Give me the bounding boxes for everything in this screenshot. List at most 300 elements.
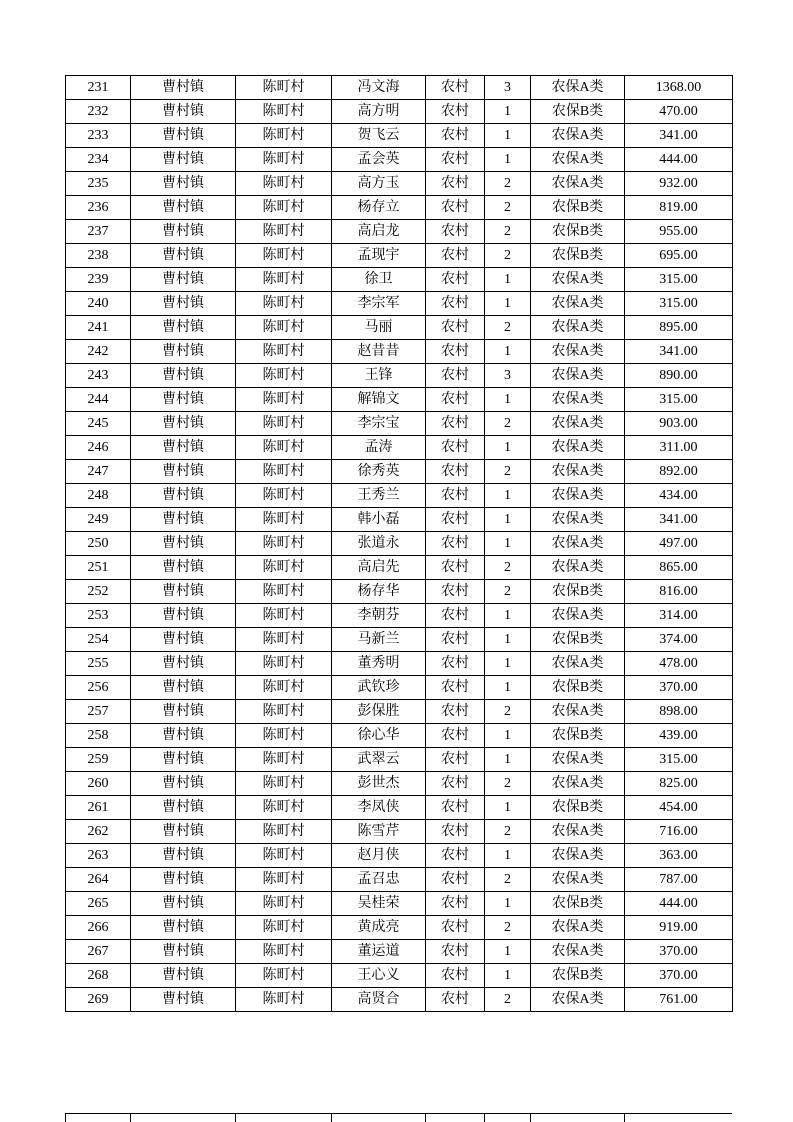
- cell-town: 曹村镇: [131, 340, 236, 364]
- cell-town: 曹村镇: [131, 892, 236, 916]
- cell-village: 陈町村: [236, 148, 332, 172]
- cell-count: 1: [485, 100, 531, 124]
- table-row: [66, 220, 733, 244]
- cell-count: 2: [485, 196, 531, 220]
- cell-seq: 249: [66, 508, 131, 532]
- cell-type: 农村: [426, 628, 485, 652]
- cell-seq: 240: [66, 292, 131, 316]
- cell-amount: 439.00: [625, 724, 733, 748]
- cell-type: 农村: [426, 436, 485, 460]
- cell-amount: 932.00: [625, 172, 733, 196]
- cell-village: 陈町村: [236, 196, 332, 220]
- cell-seq: 232: [66, 100, 131, 124]
- cell-village: 陈町村: [236, 172, 332, 196]
- cell-town: 曹村镇: [131, 868, 236, 892]
- cell-category: 农保A类: [531, 484, 625, 508]
- cell-amount: 761.00: [625, 988, 733, 1012]
- cell-seq: 231: [66, 76, 131, 100]
- cell-count: 2: [485, 868, 531, 892]
- cell-category: 农保A类: [531, 604, 625, 628]
- table-row: [66, 460, 733, 484]
- cell-type: 农村: [426, 748, 485, 772]
- cell-count: 1: [485, 796, 531, 820]
- cell-town: 曹村镇: [131, 268, 236, 292]
- cell-category: 农保A类: [531, 940, 625, 964]
- cell-count: 2: [485, 220, 531, 244]
- cell-amount: 955.00: [625, 220, 733, 244]
- cell-village: 陈町村: [236, 364, 332, 388]
- cell-name: 董运道: [332, 940, 426, 964]
- cell-seq: 241: [66, 316, 131, 340]
- cell-seq: 237: [66, 220, 131, 244]
- cell-village: 陈町村: [236, 748, 332, 772]
- cell-name: 马丽: [332, 316, 426, 340]
- table-row: [66, 940, 733, 964]
- cell-town: 曹村镇: [131, 700, 236, 724]
- cell-seq: 246: [66, 436, 131, 460]
- cell-town: 曹村镇: [131, 916, 236, 940]
- cell-amount: 434.00: [625, 484, 733, 508]
- cell-amount: 315.00: [625, 388, 733, 412]
- cell-amount: 315.00: [625, 268, 733, 292]
- cell-name: 高方玉: [332, 172, 426, 196]
- cell-town: 曹村镇: [131, 484, 236, 508]
- table-row: [66, 268, 733, 292]
- cell-count: 1: [485, 652, 531, 676]
- cell-name: 李宗宝: [332, 412, 426, 436]
- cell-village: 陈町村: [236, 76, 332, 100]
- cell-seq: 244: [66, 388, 131, 412]
- cell-town: 曹村镇: [131, 76, 236, 100]
- cell-amount: 363.00: [625, 844, 733, 868]
- cell-name: 董秀明: [332, 652, 426, 676]
- cell-category: 农保A类: [531, 268, 625, 292]
- cell-count: 2: [485, 988, 531, 1012]
- cell-category: 农保B类: [531, 196, 625, 220]
- cell-town: 曹村镇: [131, 436, 236, 460]
- cell-count: 1: [485, 532, 531, 556]
- cell-seq: 250: [66, 532, 131, 556]
- cell-category: 农保A类: [531, 652, 625, 676]
- table-row: [66, 700, 733, 724]
- cell-amount: 315.00: [625, 748, 733, 772]
- cell-village: 陈町村: [236, 988, 332, 1012]
- table-container: [65, 75, 732, 1012]
- cell-town: [131, 1114, 236, 1122]
- cell-type: 农村: [426, 916, 485, 940]
- cell-name: 高贤合: [332, 988, 426, 1012]
- cell-amount: 890.00: [625, 364, 733, 388]
- cell-village: 陈町村: [236, 220, 332, 244]
- cell-seq: 258: [66, 724, 131, 748]
- cell-type: 农村: [426, 844, 485, 868]
- cell-name: 徐卫: [332, 268, 426, 292]
- cell-seq: [66, 1114, 131, 1122]
- cell-seq: 252: [66, 580, 131, 604]
- cell-town: 曹村镇: [131, 100, 236, 124]
- cell-type: 农村: [426, 988, 485, 1012]
- cell-seq: 235: [66, 172, 131, 196]
- table-row: [66, 772, 733, 796]
- cell-count: 1: [485, 940, 531, 964]
- cell-type: 农村: [426, 292, 485, 316]
- cell-amount: 892.00: [625, 460, 733, 484]
- table-row: [66, 484, 733, 508]
- cell-type: 农村: [426, 388, 485, 412]
- cell-count: 1: [485, 508, 531, 532]
- cell-count: 1: [485, 724, 531, 748]
- cell-count: 1: [485, 676, 531, 700]
- cell-category: 农保A类: [531, 556, 625, 580]
- cell-village: 陈町村: [236, 484, 332, 508]
- cell-category: 农保B类: [531, 628, 625, 652]
- cell-seq: 260: [66, 772, 131, 796]
- cell-town: 曹村镇: [131, 580, 236, 604]
- cell-seq: 242: [66, 340, 131, 364]
- cell-type: 农村: [426, 772, 485, 796]
- cell-count: 1: [485, 340, 531, 364]
- cell-name: 陈雪芹: [332, 820, 426, 844]
- cell-type: 农村: [426, 892, 485, 916]
- cell-seq: 268: [66, 964, 131, 988]
- cell-village: 陈町村: [236, 916, 332, 940]
- cell-count: 2: [485, 460, 531, 484]
- cell-type: 农村: [426, 508, 485, 532]
- cell-count: [485, 1114, 531, 1122]
- cell-name: 孟现宇: [332, 244, 426, 268]
- cell-village: 陈町村: [236, 508, 332, 532]
- cell-category: 农保A类: [531, 700, 625, 724]
- cell-seq: 264: [66, 868, 131, 892]
- cell-category: 农保A类: [531, 436, 625, 460]
- table-row: [66, 724, 733, 748]
- cell-town: 曹村镇: [131, 628, 236, 652]
- cell-type: 农村: [426, 700, 485, 724]
- cell-name: 王心义: [332, 964, 426, 988]
- cell-village: 陈町村: [236, 532, 332, 556]
- cell-amount: 341.00: [625, 508, 733, 532]
- cell-amount: 497.00: [625, 532, 733, 556]
- table-row: [66, 148, 733, 172]
- cell-town: 曹村镇: [131, 724, 236, 748]
- cell-category: 农保B类: [531, 676, 625, 700]
- cell-village: 陈町村: [236, 964, 332, 988]
- cell-amount: 898.00: [625, 700, 733, 724]
- cell-amount: 341.00: [625, 340, 733, 364]
- cell-town: 曹村镇: [131, 316, 236, 340]
- cell-village: 陈町村: [236, 724, 332, 748]
- cell-category: 农保A类: [531, 316, 625, 340]
- cell-type: 农村: [426, 580, 485, 604]
- table-row: [66, 652, 733, 676]
- cell-type: 农村: [426, 868, 485, 892]
- cell-category: 农保B类: [531, 964, 625, 988]
- cell-category: 农保A类: [531, 292, 625, 316]
- cell-category: 农保A类: [531, 844, 625, 868]
- table-row: [66, 580, 733, 604]
- cell-count: 3: [485, 364, 531, 388]
- cell-town: 曹村镇: [131, 148, 236, 172]
- cell-seq: 245: [66, 412, 131, 436]
- cell-category: [531, 1114, 625, 1122]
- cell-name: 高启龙: [332, 220, 426, 244]
- cell-amount: 341.00: [625, 124, 733, 148]
- cell-category: 农保A类: [531, 532, 625, 556]
- cell-category: 农保A类: [531, 388, 625, 412]
- cell-seq: 248: [66, 484, 131, 508]
- table-row: [66, 532, 733, 556]
- cell-seq: 238: [66, 244, 131, 268]
- cell-type: 农村: [426, 76, 485, 100]
- table-row: [66, 100, 733, 124]
- table-row: [66, 316, 733, 340]
- cell-type: 农村: [426, 652, 485, 676]
- cell-amount: 370.00: [625, 964, 733, 988]
- table-row: [66, 628, 733, 652]
- cell-name: 赵月侠: [332, 844, 426, 868]
- cell-seq: 251: [66, 556, 131, 580]
- cell-amount: 374.00: [625, 628, 733, 652]
- table-row: [66, 172, 733, 196]
- cell-name: 高启先: [332, 556, 426, 580]
- cell-type: 农村: [426, 340, 485, 364]
- cell-count: 2: [485, 580, 531, 604]
- partial-next-row-grid: [65, 1113, 732, 1122]
- cell-type: 农村: [426, 460, 485, 484]
- cell-category: 农保A类: [531, 76, 625, 100]
- cell-town: 曹村镇: [131, 652, 236, 676]
- cell-type: 农村: [426, 724, 485, 748]
- table-row: [66, 388, 733, 412]
- cell-town: 曹村镇: [131, 172, 236, 196]
- cell-count: 2: [485, 916, 531, 940]
- cell-count: 2: [485, 820, 531, 844]
- cell-type: 农村: [426, 940, 485, 964]
- table-row: [66, 124, 733, 148]
- cell-seq: 255: [66, 652, 131, 676]
- cell-category: 农保A类: [531, 748, 625, 772]
- cell-category: 农保B类: [531, 724, 625, 748]
- cell-village: 陈町村: [236, 940, 332, 964]
- cell-type: 农村: [426, 676, 485, 700]
- cell-amount: 903.00: [625, 412, 733, 436]
- cell-type: 农村: [426, 148, 485, 172]
- cell-seq: 266: [66, 916, 131, 940]
- cell-town: 曹村镇: [131, 124, 236, 148]
- cell-count: 1: [485, 148, 531, 172]
- cell-amount: 865.00: [625, 556, 733, 580]
- cell-town: 曹村镇: [131, 292, 236, 316]
- cell-village: 陈町村: [236, 292, 332, 316]
- cell-village: 陈町村: [236, 436, 332, 460]
- table-row: [66, 964, 733, 988]
- cell-type: 农村: [426, 484, 485, 508]
- cell-amount: 315.00: [625, 292, 733, 316]
- table-row: [66, 868, 733, 892]
- cell-village: 陈町村: [236, 676, 332, 700]
- cell-amount: 478.00: [625, 652, 733, 676]
- table-row: [66, 1114, 733, 1122]
- cell-count: 2: [485, 244, 531, 268]
- cell-name: 徐心华: [332, 724, 426, 748]
- cell-seq: 256: [66, 676, 131, 700]
- cell-village: 陈町村: [236, 388, 332, 412]
- cell-village: 陈町村: [236, 844, 332, 868]
- cell-village: 陈町村: [236, 604, 332, 628]
- table-row: [66, 340, 733, 364]
- cell-amount: 1368.00: [625, 76, 733, 100]
- cell-village: 陈町村: [236, 796, 332, 820]
- cell-seq: 254: [66, 628, 131, 652]
- cell-type: 农村: [426, 196, 485, 220]
- cell-town: 曹村镇: [131, 388, 236, 412]
- cell-amount: [625, 1114, 733, 1122]
- cell-count: 1: [485, 268, 531, 292]
- cell-name: 孟涛: [332, 436, 426, 460]
- table-row: [66, 556, 733, 580]
- cell-amount: 919.00: [625, 916, 733, 940]
- cell-name: 孟召忠: [332, 868, 426, 892]
- table-row: [66, 604, 733, 628]
- cell-amount: 444.00: [625, 148, 733, 172]
- cell-amount: 454.00: [625, 796, 733, 820]
- table-row: [66, 76, 733, 100]
- cell-type: 农村: [426, 316, 485, 340]
- cell-seq: 239: [66, 268, 131, 292]
- table-row: [66, 892, 733, 916]
- cell-name: 韩小磊: [332, 508, 426, 532]
- table-row: [66, 844, 733, 868]
- data-table: [65, 75, 733, 1012]
- cell-name: 吴桂荣: [332, 892, 426, 916]
- cell-count: 1: [485, 604, 531, 628]
- table-row: [66, 820, 733, 844]
- cell-type: 农村: [426, 268, 485, 292]
- cell-amount: 816.00: [625, 580, 733, 604]
- cell-type: 农村: [426, 796, 485, 820]
- cell-count: 3: [485, 76, 531, 100]
- cell-count: 2: [485, 316, 531, 340]
- cell-town: 曹村镇: [131, 844, 236, 868]
- cell-category: 农保B类: [531, 892, 625, 916]
- cell-town: 曹村镇: [131, 460, 236, 484]
- cell-count: 1: [485, 964, 531, 988]
- cell-town: 曹村镇: [131, 964, 236, 988]
- cell-count: 2: [485, 772, 531, 796]
- cell-amount: 314.00: [625, 604, 733, 628]
- table-body: [66, 76, 733, 1012]
- cell-category: 农保A类: [531, 124, 625, 148]
- table-row: [66, 796, 733, 820]
- cell-seq: 243: [66, 364, 131, 388]
- cell-count: 2: [485, 700, 531, 724]
- table-row: [66, 292, 733, 316]
- cell-type: 农村: [426, 364, 485, 388]
- cell-name: 赵昔昔: [332, 340, 426, 364]
- cell-town: 曹村镇: [131, 676, 236, 700]
- cell-village: 陈町村: [236, 340, 332, 364]
- cell-category: 农保A类: [531, 988, 625, 1012]
- table-row: [66, 676, 733, 700]
- cell-town: 曹村镇: [131, 988, 236, 1012]
- cell-seq: 236: [66, 196, 131, 220]
- cell-village: 陈町村: [236, 700, 332, 724]
- cell-seq: 259: [66, 748, 131, 772]
- cell-type: 农村: [426, 604, 485, 628]
- cell-town: 曹村镇: [131, 244, 236, 268]
- cell-town: 曹村镇: [131, 412, 236, 436]
- cell-amount: 311.00: [625, 436, 733, 460]
- cell-category: 农保B类: [531, 100, 625, 124]
- cell-amount: 370.00: [625, 676, 733, 700]
- cell-village: 陈町村: [236, 460, 332, 484]
- cell-name: 彭世杰: [332, 772, 426, 796]
- cell-name: 李朝芬: [332, 604, 426, 628]
- table-row: [66, 508, 733, 532]
- table-row: [66, 196, 733, 220]
- cell-seq: 263: [66, 844, 131, 868]
- cell-name: 贺飞云: [332, 124, 426, 148]
- cell-town: 曹村镇: [131, 940, 236, 964]
- cell-seq: 233: [66, 124, 131, 148]
- cell-count: 1: [485, 748, 531, 772]
- cell-category: 农保A类: [531, 340, 625, 364]
- cell-type: 农村: [426, 556, 485, 580]
- cell-amount: 787.00: [625, 868, 733, 892]
- cell-village: 陈町村: [236, 820, 332, 844]
- cell-village: 陈町村: [236, 580, 332, 604]
- cell-amount: 695.00: [625, 244, 733, 268]
- cell-name: 王锋: [332, 364, 426, 388]
- cell-town: 曹村镇: [131, 532, 236, 556]
- cell-count: 1: [485, 292, 531, 316]
- cell-name: 黄成亮: [332, 916, 426, 940]
- cell-type: 农村: [426, 820, 485, 844]
- cell-count: 1: [485, 844, 531, 868]
- cell-category: 农保B类: [531, 244, 625, 268]
- cell-category: 农保A类: [531, 916, 625, 940]
- cell-count: 1: [485, 388, 531, 412]
- cell-amount: 825.00: [625, 772, 733, 796]
- cell-town: 曹村镇: [131, 556, 236, 580]
- cell-category: 农保A类: [531, 412, 625, 436]
- cell-seq: 267: [66, 940, 131, 964]
- cell-count: 1: [485, 436, 531, 460]
- cell-town: 曹村镇: [131, 604, 236, 628]
- cell-category: 农保A类: [531, 508, 625, 532]
- table-row: [66, 244, 733, 268]
- cell-name: 杨存立: [332, 196, 426, 220]
- cell-count: 2: [485, 556, 531, 580]
- cell-category: 农保A类: [531, 364, 625, 388]
- table-row: [66, 748, 733, 772]
- cell-category: 农保A类: [531, 172, 625, 196]
- cell-village: 陈町村: [236, 892, 332, 916]
- cell-name: [332, 1114, 426, 1122]
- cell-village: 陈町村: [236, 100, 332, 124]
- cell-name: 高方明: [332, 100, 426, 124]
- cell-village: 陈町村: [236, 652, 332, 676]
- cell-name: 孟会英: [332, 148, 426, 172]
- cell-amount: 444.00: [625, 892, 733, 916]
- cell-town: 曹村镇: [131, 796, 236, 820]
- cell-town: 曹村镇: [131, 772, 236, 796]
- cell-category: 农保B类: [531, 796, 625, 820]
- cell-town: 曹村镇: [131, 820, 236, 844]
- cell-amount: 819.00: [625, 196, 733, 220]
- cell-town: 曹村镇: [131, 364, 236, 388]
- cell-village: 陈町村: [236, 868, 332, 892]
